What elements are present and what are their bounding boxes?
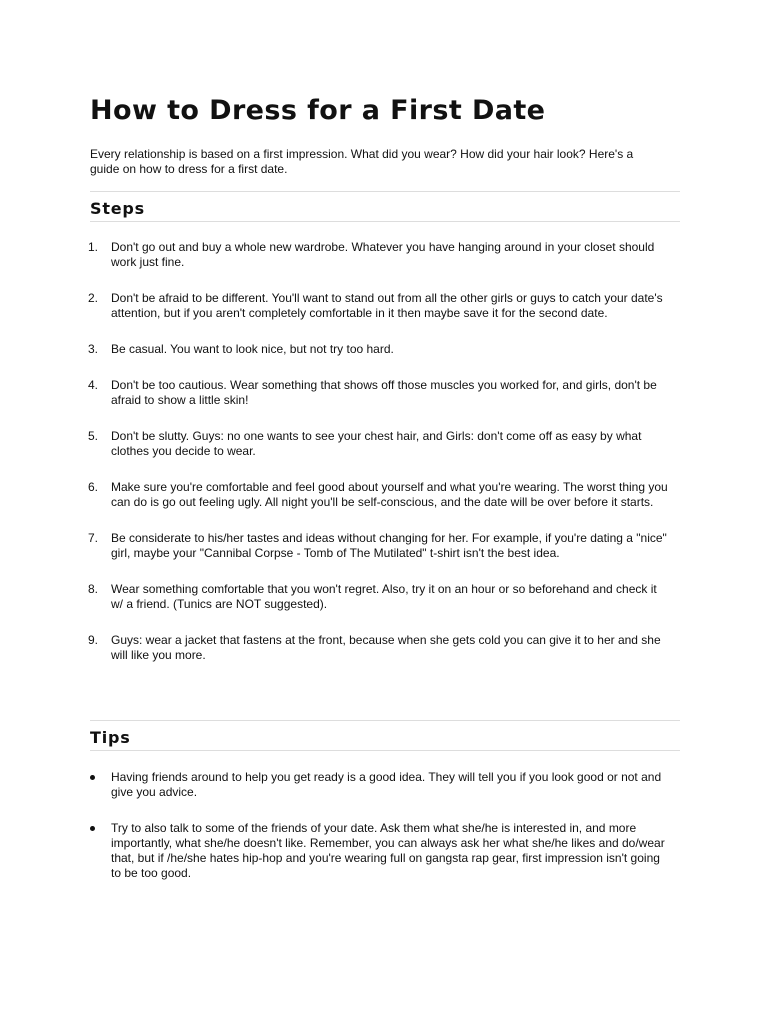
step-item	[90, 378, 671, 408]
step-number: 2.	[88, 291, 99, 305]
bullet-icon	[90, 826, 95, 831]
step-number: 5.	[88, 429, 99, 443]
step-item	[90, 582, 671, 612]
step-number: 3.	[88, 342, 99, 356]
steps-heading: Steps	[90, 199, 145, 218]
step-item	[90, 531, 671, 561]
step-number: 8.	[88, 582, 99, 596]
step-text: Don't go out and buy a whole new wardrobe. Whatever you have hanging around in your closet should work just fine.	[111, 240, 655, 269]
tip-item	[90, 770, 671, 800]
steps-section-header	[90, 191, 680, 222]
tip-text: Try to also talk to some of the friends of your date. Ask them what she/he is interested in, and more importantly, what she/he doesn't like. Remember, you can always ask her what she/he likes and do/wear that, but if /he/she hates hip-hop and you're wearing full on gangsta rap gear, first impression isn't going to be too good.	[111, 821, 665, 880]
step-text: Make sure you're comfortable and feel good about yourself and what you're wearing. The worst thing you can do is go out feeling ugly. All night you'll be self-conscious, and the date will be over before it starts.	[111, 480, 668, 509]
tips-heading: Tips	[90, 728, 131, 747]
step-item	[90, 480, 671, 510]
step-number: 6.	[88, 480, 99, 494]
step-text: Don't be afraid to be different. You'll want to stand out from all the other girls or guys to catch your date's attention, but if you aren't completely comfortable in it then maybe save it for the second date.	[111, 291, 663, 320]
tip-text: Having friends around to help you get ready is a good idea. They will tell you if you look good or not and give you advice.	[111, 770, 662, 799]
step-text: Be casual. You want to look nice, but not try too hard.	[111, 342, 394, 356]
intro-paragraph: Every relationship is based on a first impression. What did you wear? How did your hair look? Here's a guide on how to dress for a first date.	[90, 147, 634, 176]
step-item	[90, 429, 671, 459]
step-number: 9.	[88, 633, 99, 647]
tips-list	[90, 770, 680, 881]
tips-section-header	[90, 720, 680, 751]
step-text: Don't be too cautious. Wear something that shows off those muscles you worked for, and girls, don't be afraid to show a little skin!	[111, 378, 657, 407]
step-item	[90, 240, 671, 270]
step-item	[90, 342, 671, 357]
step-number: 1.	[88, 240, 99, 254]
step-text: Be considerate to his/her tastes and ideas without changing for her. For example, if you're dating a "nice" girl, maybe your "Cannibal Corpse - Tomb of The Mutilated" t-shirt isn't the best idea.	[111, 531, 667, 560]
tip-item	[90, 821, 671, 881]
step-text: Guys: wear a jacket that fastens at the front, because when she gets cold you can give it to her and she will like you more.	[111, 633, 661, 662]
bullet-icon	[90, 775, 95, 780]
step-item	[90, 633, 671, 663]
page-title: How to Dress for a First Date	[90, 95, 546, 126]
step-item	[90, 291, 671, 321]
step-text: Wear something comfortable that you won't regret. Also, try it on an hour or so beforehand and check it w/ a friend. (Tunics are NOT suggested).	[111, 582, 657, 611]
step-number: 4.	[88, 378, 99, 392]
steps-list	[90, 240, 680, 663]
step-text: Don't be slutty. Guys: no one wants to see your chest hair, and Girls: don't come off as easy by what clothes you decide to wear.	[111, 429, 642, 458]
document-page	[90, 92, 680, 881]
step-number: 7.	[88, 531, 99, 545]
